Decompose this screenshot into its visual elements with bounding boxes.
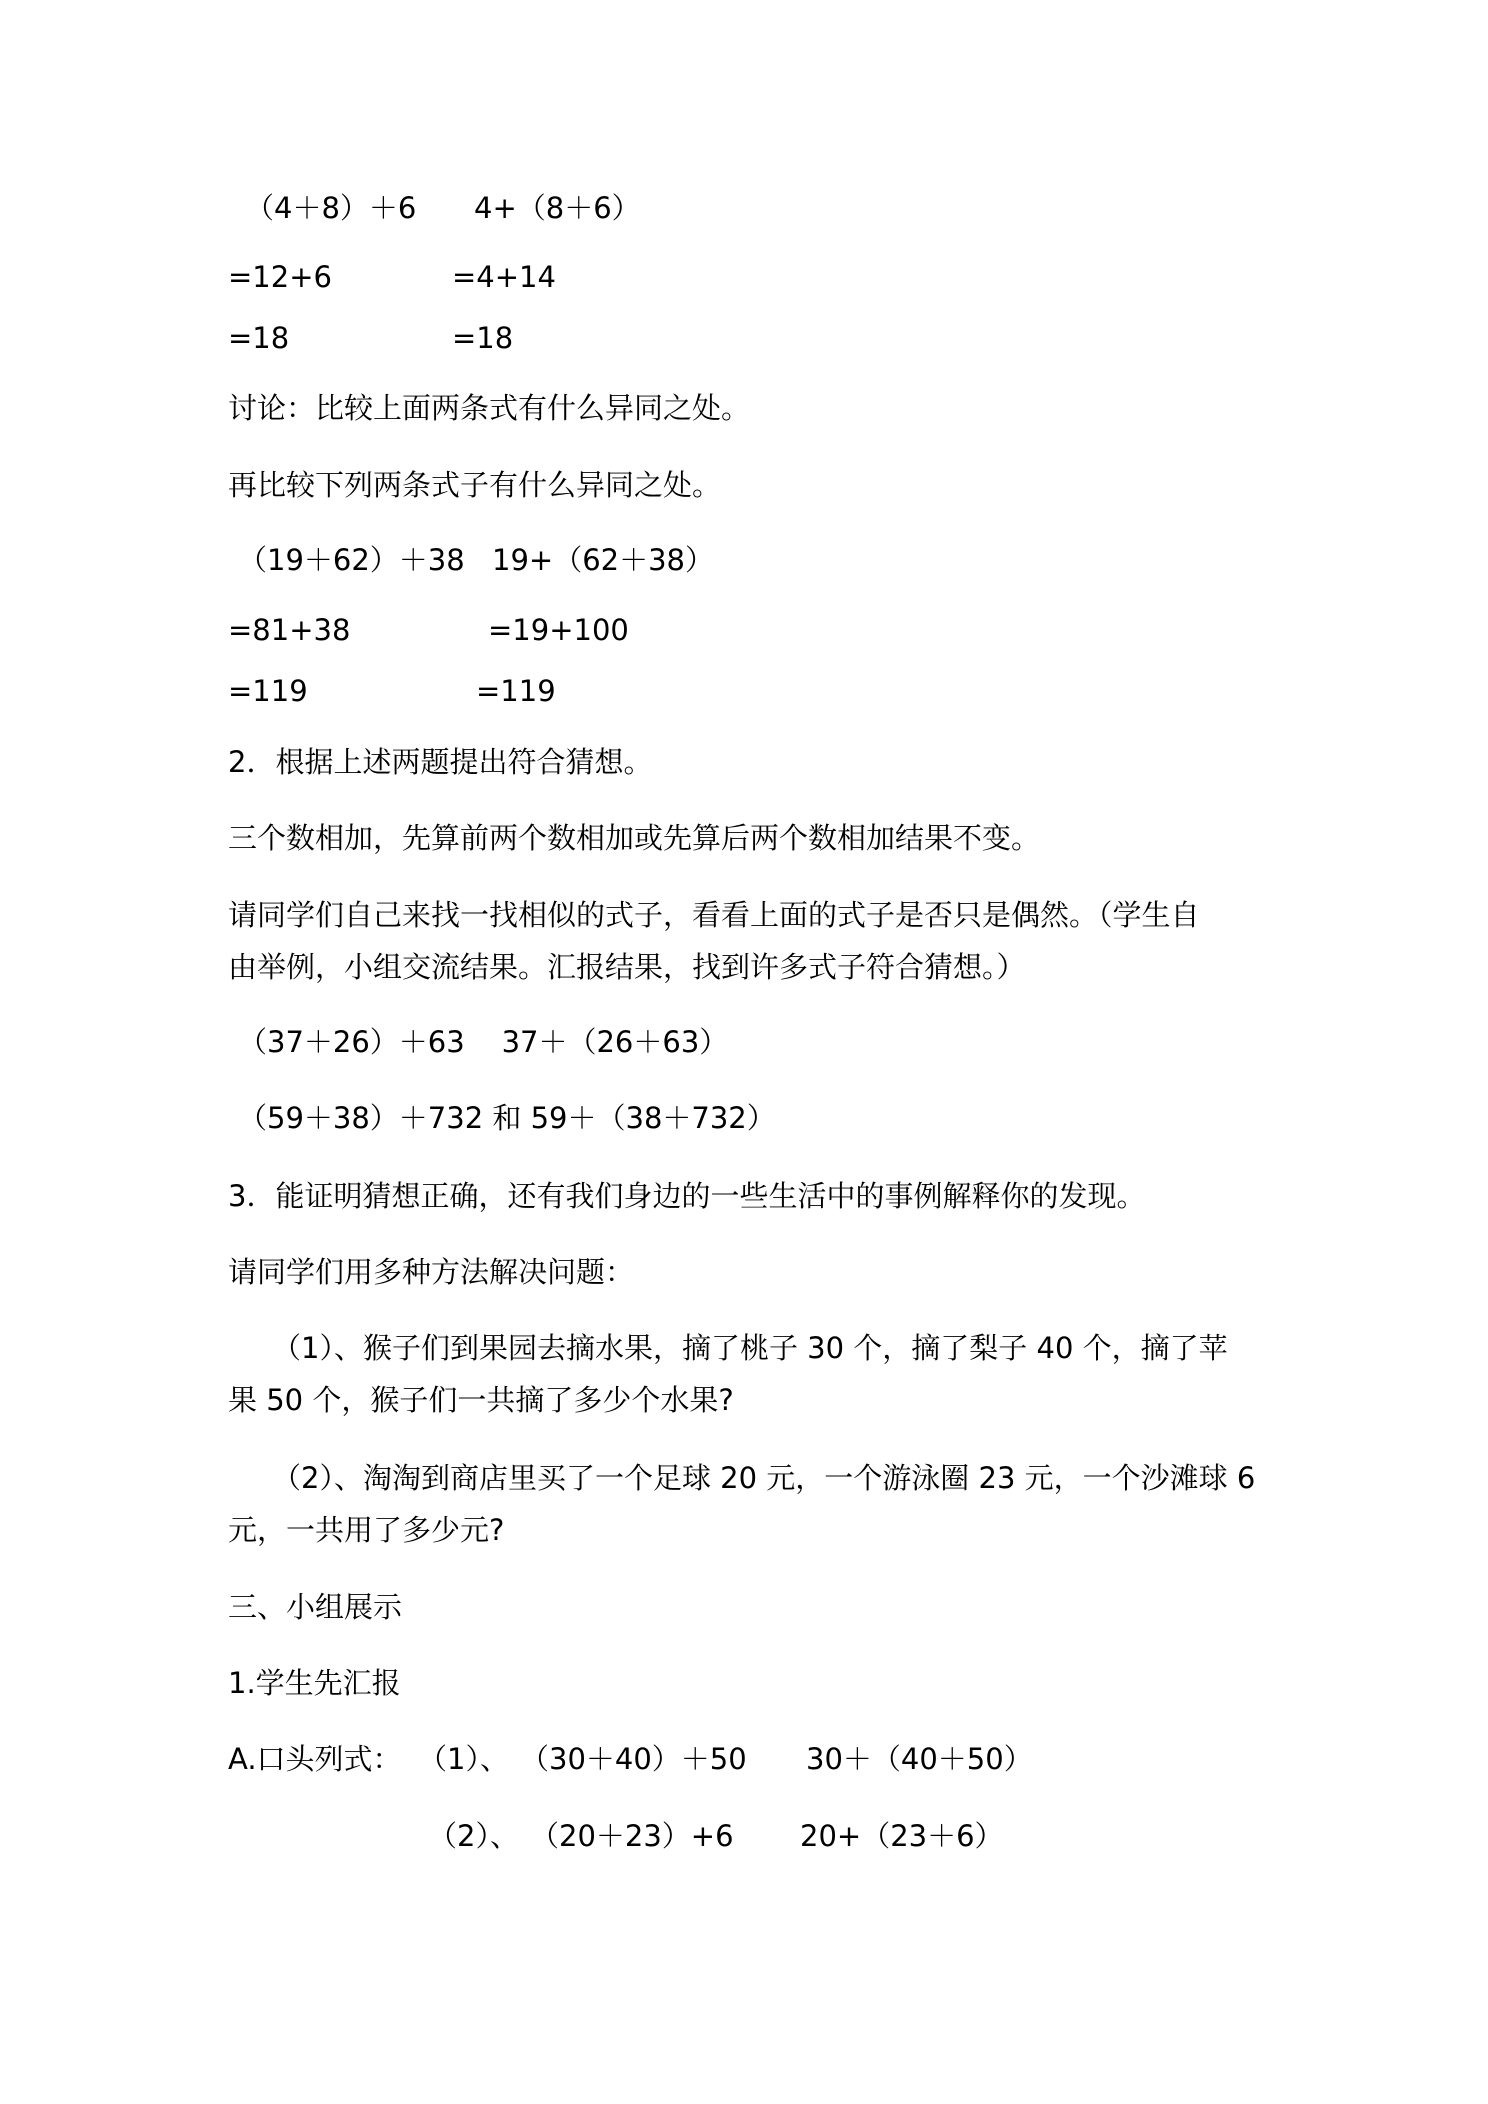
question-1-line-2: 果 50 个，猴子们一共摘了多少个水果? [228,1383,734,1417]
eq2-right-line-1: 19+（62＋38） [492,543,715,577]
question-2-line-1: （2）、淘淘到商店里买了一个足球 20 元，一个游泳圈 23 元，一个沙滩球 6 [272,1461,1256,1495]
eq1-right-line-2: =4+14 [452,260,556,294]
eq2-right-line-3: =119 [476,674,556,708]
eq2-left-line-1: （19＋62）＋38 [238,543,465,577]
oral-1-expression-a: （30＋40）＋50 [520,1742,747,1776]
eq2-left-line-3: =119 [228,674,308,708]
eq1-left-line-2: =12+6 [228,260,332,294]
step-2-text: 2．根据上述两题提出符合猜想。 [228,745,653,779]
oral-2-expression-b: 20+（23＋6） [800,1819,1004,1853]
example-2: （59＋38）＋732 和 59＋（38＋732） [238,1101,776,1135]
eq1-left-line-1: （4＋8）＋6 [245,191,417,225]
oral-1-number: （1）、 [418,1742,509,1776]
oral-2-number: （2）、 [428,1819,519,1853]
eq1-left-line-3: =18 [228,321,290,355]
find-examples-line-1: 请同学们自己来找一找相似的式子，看看上面的式子是否只是偶然。（学生自 [228,898,1200,932]
solve-intro-text: 请同学们用多种方法解决问题： [228,1255,635,1289]
section-3-heading: 三、小组展示 [228,1590,403,1624]
oral-label: A.口头列式： [228,1742,402,1776]
step-3-text: 3．能证明猜想正确，还有我们身边的一些生活中的事例解释你的发现。 [228,1179,1146,1213]
question-1-line-1: （1）、猴子们到果园去摘水果，摘了桃子 30 个，摘了梨子 40 个，摘了苹 [272,1331,1228,1365]
oral-1-expression-b: 30＋（40＋50） [806,1742,1033,1776]
conjecture-text: 三个数相加，先算前两个数相加或先算后两个数相加结果不变。 [228,821,1041,855]
eq2-left-line-2: =81+38 [228,613,351,647]
find-examples-line-2: 由举例，小组交流结果。汇报结果，找到许多式子符合猜想。） [228,950,1026,984]
report-text: 1.学生先汇报 [228,1666,401,1700]
eq1-right-line-1: 4+（8＋6） [474,191,641,225]
compare-again-text: 再比较下列两条式子有什么异同之处。 [228,468,722,502]
question-2-line-2: 元，一共用了多少元? [228,1513,505,1547]
discuss-text: 讨论：比较上面两条式有什么异同之处。 [228,391,751,425]
eq1-right-line-3: =18 [452,321,514,355]
oral-2-expression-a: （20＋23）+6 [530,1819,734,1853]
example-1: （37＋26）＋63 37＋（26＋63） [238,1025,729,1059]
eq2-right-line-2: =19+100 [488,613,629,647]
